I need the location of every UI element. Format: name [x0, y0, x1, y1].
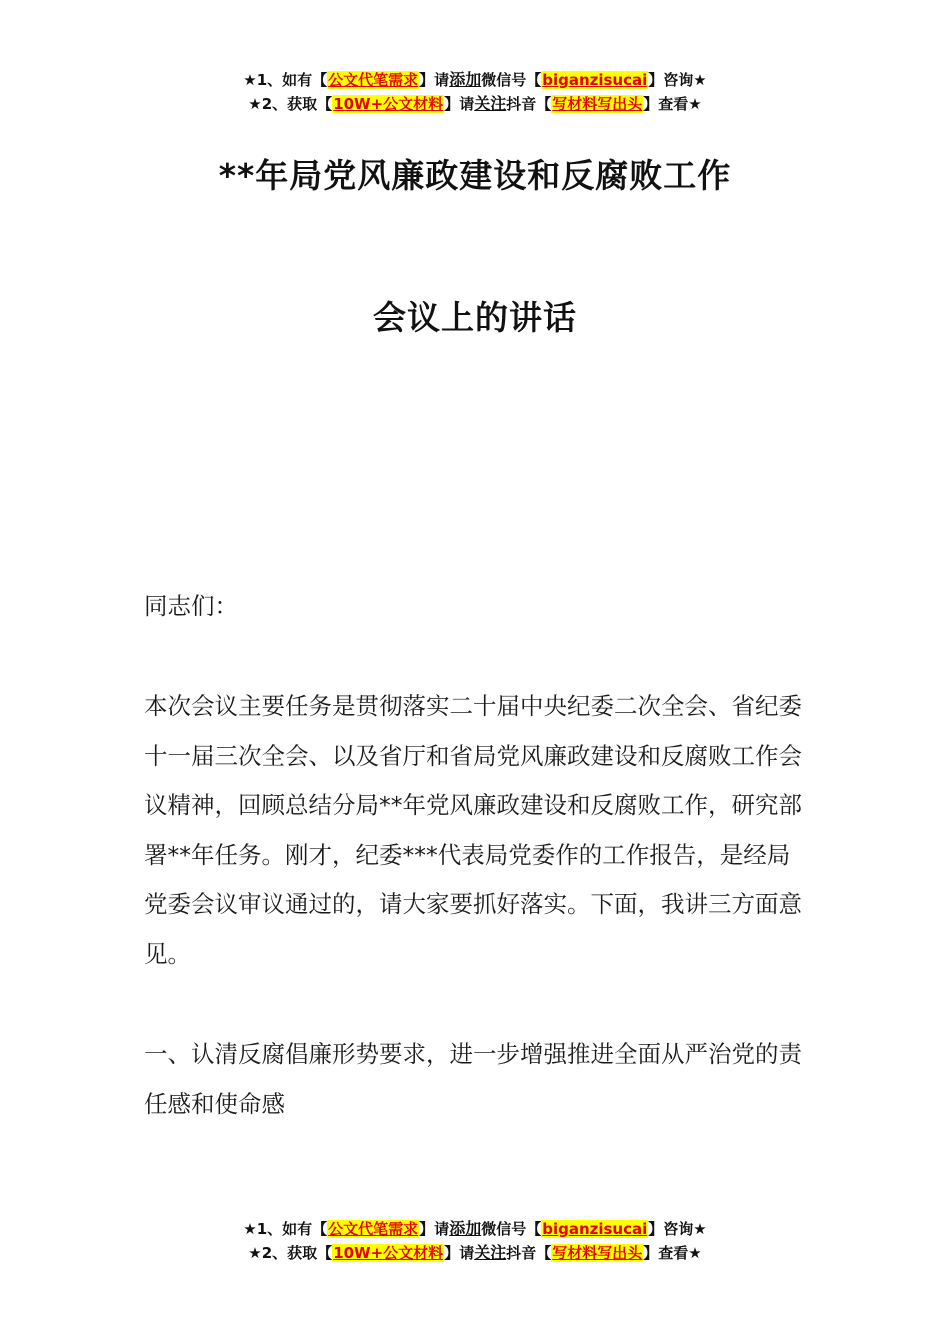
promo-highlight: 公文代笔需求 [328, 1220, 419, 1238]
promo-text: 】咨询★ [648, 71, 707, 89]
promo-text: 微信号【 [481, 71, 542, 89]
promo-text: ★1、如有【 [243, 1220, 328, 1238]
promo-douyin-account: 写材料写出头 [552, 95, 643, 113]
promo-text: 】请 [419, 1220, 450, 1238]
promo-text: 】查看★ [643, 95, 702, 113]
promo-text: ★1、如有【 [243, 71, 328, 89]
promo-line-1 [0, 68, 950, 92]
document-title-line-1: **年局党风廉政建设和反腐败工作 [218, 156, 732, 195]
section-heading-1: 一、认清反腐倡廉形势要求，进一步增强推进全面从严治党的责任感和使命感 [144, 1040, 802, 1118]
promo-underlined: 关注 [474, 94, 507, 113]
promo-text: ★2、获取【 [248, 1244, 333, 1262]
top-promo-banner [0, 68, 950, 116]
promo-text: 抖音【 [506, 95, 552, 113]
promo-text: ★2、获取【 [248, 95, 333, 113]
promo-text: 】请 [444, 1244, 475, 1262]
promo-text: 微信号【 [481, 1220, 542, 1238]
promo-underlined: 添加 [449, 1219, 482, 1238]
promo-line-2 [0, 1241, 950, 1265]
document-title-line-2: 会议上的讲话 [373, 298, 577, 337]
greeting: 同志们： [144, 592, 238, 620]
promo-line-1 [0, 1217, 950, 1241]
promo-highlight: 10W+公文材料 [333, 1244, 444, 1262]
promo-text: 】请 [444, 95, 475, 113]
promo-underlined: 添加 [449, 70, 482, 89]
paragraph-1: 本次会议主要任务是贯彻落实二十届中央纪委二次全会、省纪委十一届三次全会、以及省厅和省局党风廉政建设和反腐败工作会议精神，回顾总结分局**年党风廉政建设和反腐败工作，研究部署**年任务。刚才，纪委***代表局党委作的工作报告，是经局党委会议审议通过的，请大家要抓好落实。下面，我讲三方面意见。 [144, 692, 802, 968]
promo-highlight: 公文代笔需求 [328, 71, 419, 89]
promo-wechat-id: biganzisucai [542, 71, 648, 89]
promo-text: 】查看★ [643, 1244, 702, 1262]
promo-text: 】咨询★ [648, 1220, 707, 1238]
promo-text: 】请 [419, 71, 450, 89]
promo-douyin-account: 写材料写出头 [552, 1244, 643, 1262]
promo-underlined: 关注 [474, 1243, 507, 1262]
promo-highlight: 10W+公文材料 [333, 95, 444, 113]
promo-text: 抖音【 [506, 1244, 552, 1262]
bottom-promo-banner [0, 1217, 950, 1265]
promo-line-2 [0, 92, 950, 116]
promo-wechat-id: biganzisucai [542, 1220, 648, 1238]
